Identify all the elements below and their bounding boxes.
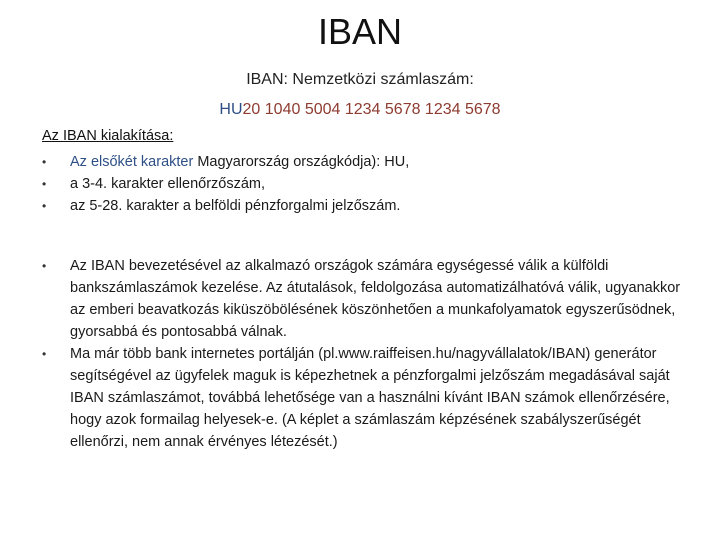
bullet-icon: •	[42, 199, 47, 213]
structure-list	[42, 151, 692, 217]
list-item-highlight: Az elsőkét karakter	[70, 154, 194, 170]
list-item	[42, 151, 692, 173]
bullet-icon: •	[42, 259, 47, 273]
paragraph-text: Az IBAN bevezetésével az alkalmazó országok számára egységessé válik a külföldi bankszámlaszámok kezelése. Az átutalások, feldolgozása automatizálhatóvá válik, ugyanakkor az emberi beavatkozás kiküszöbölésének köszönhetően a munkafolyamatok egyszerűsödnek, gyorsabbá és pontosabbá válnak.	[70, 258, 681, 340]
bullet-icon: •	[42, 347, 47, 361]
iban-country-code: HU	[219, 101, 243, 118]
list-item-text: az 5-28. karakter a belföldi pénzforgalmi jelzőszám.	[70, 198, 401, 214]
section-heading: Az IBAN kialakítása:	[42, 128, 174, 144]
list-item-text: Magyarország országkódja): HU,	[193, 154, 410, 170]
list-item	[42, 255, 692, 343]
iban-number: 20 1040 5004 1234 5678 1234 5678	[242, 101, 501, 118]
paragraph-list	[42, 255, 692, 453]
list-item-text: a 3-4. karakter ellenőrzőszám,	[70, 176, 266, 192]
bullet-icon: •	[42, 177, 47, 191]
list-item	[42, 195, 692, 217]
bullet-icon: •	[42, 155, 47, 169]
list-item	[42, 343, 692, 453]
list-item	[42, 173, 692, 195]
page-title: IBAN	[317, 11, 403, 52]
paragraph-text: Ma már több bank internetes portálján (pl.www.raiffeisen.hu/nagyvállalatok/IBAN) generátor segítségével az ügyfelek maguk is képezhetnek a pénzforgalmi jelzőszám megadásával saját IBAN számlaszámot, továbbá lehetősége van a használni kívánt IBAN számok ellenőrzésére, hogy azok formailag helyesek-e. (A képlet a számlaszám képzésének szabályszerűségét ellenőrzi, nem annak érvényes létezését.)	[70, 346, 670, 450]
subtitle: IBAN: Nemzetközi számlaszám:	[246, 71, 474, 88]
iban-example	[0, 99, 720, 121]
